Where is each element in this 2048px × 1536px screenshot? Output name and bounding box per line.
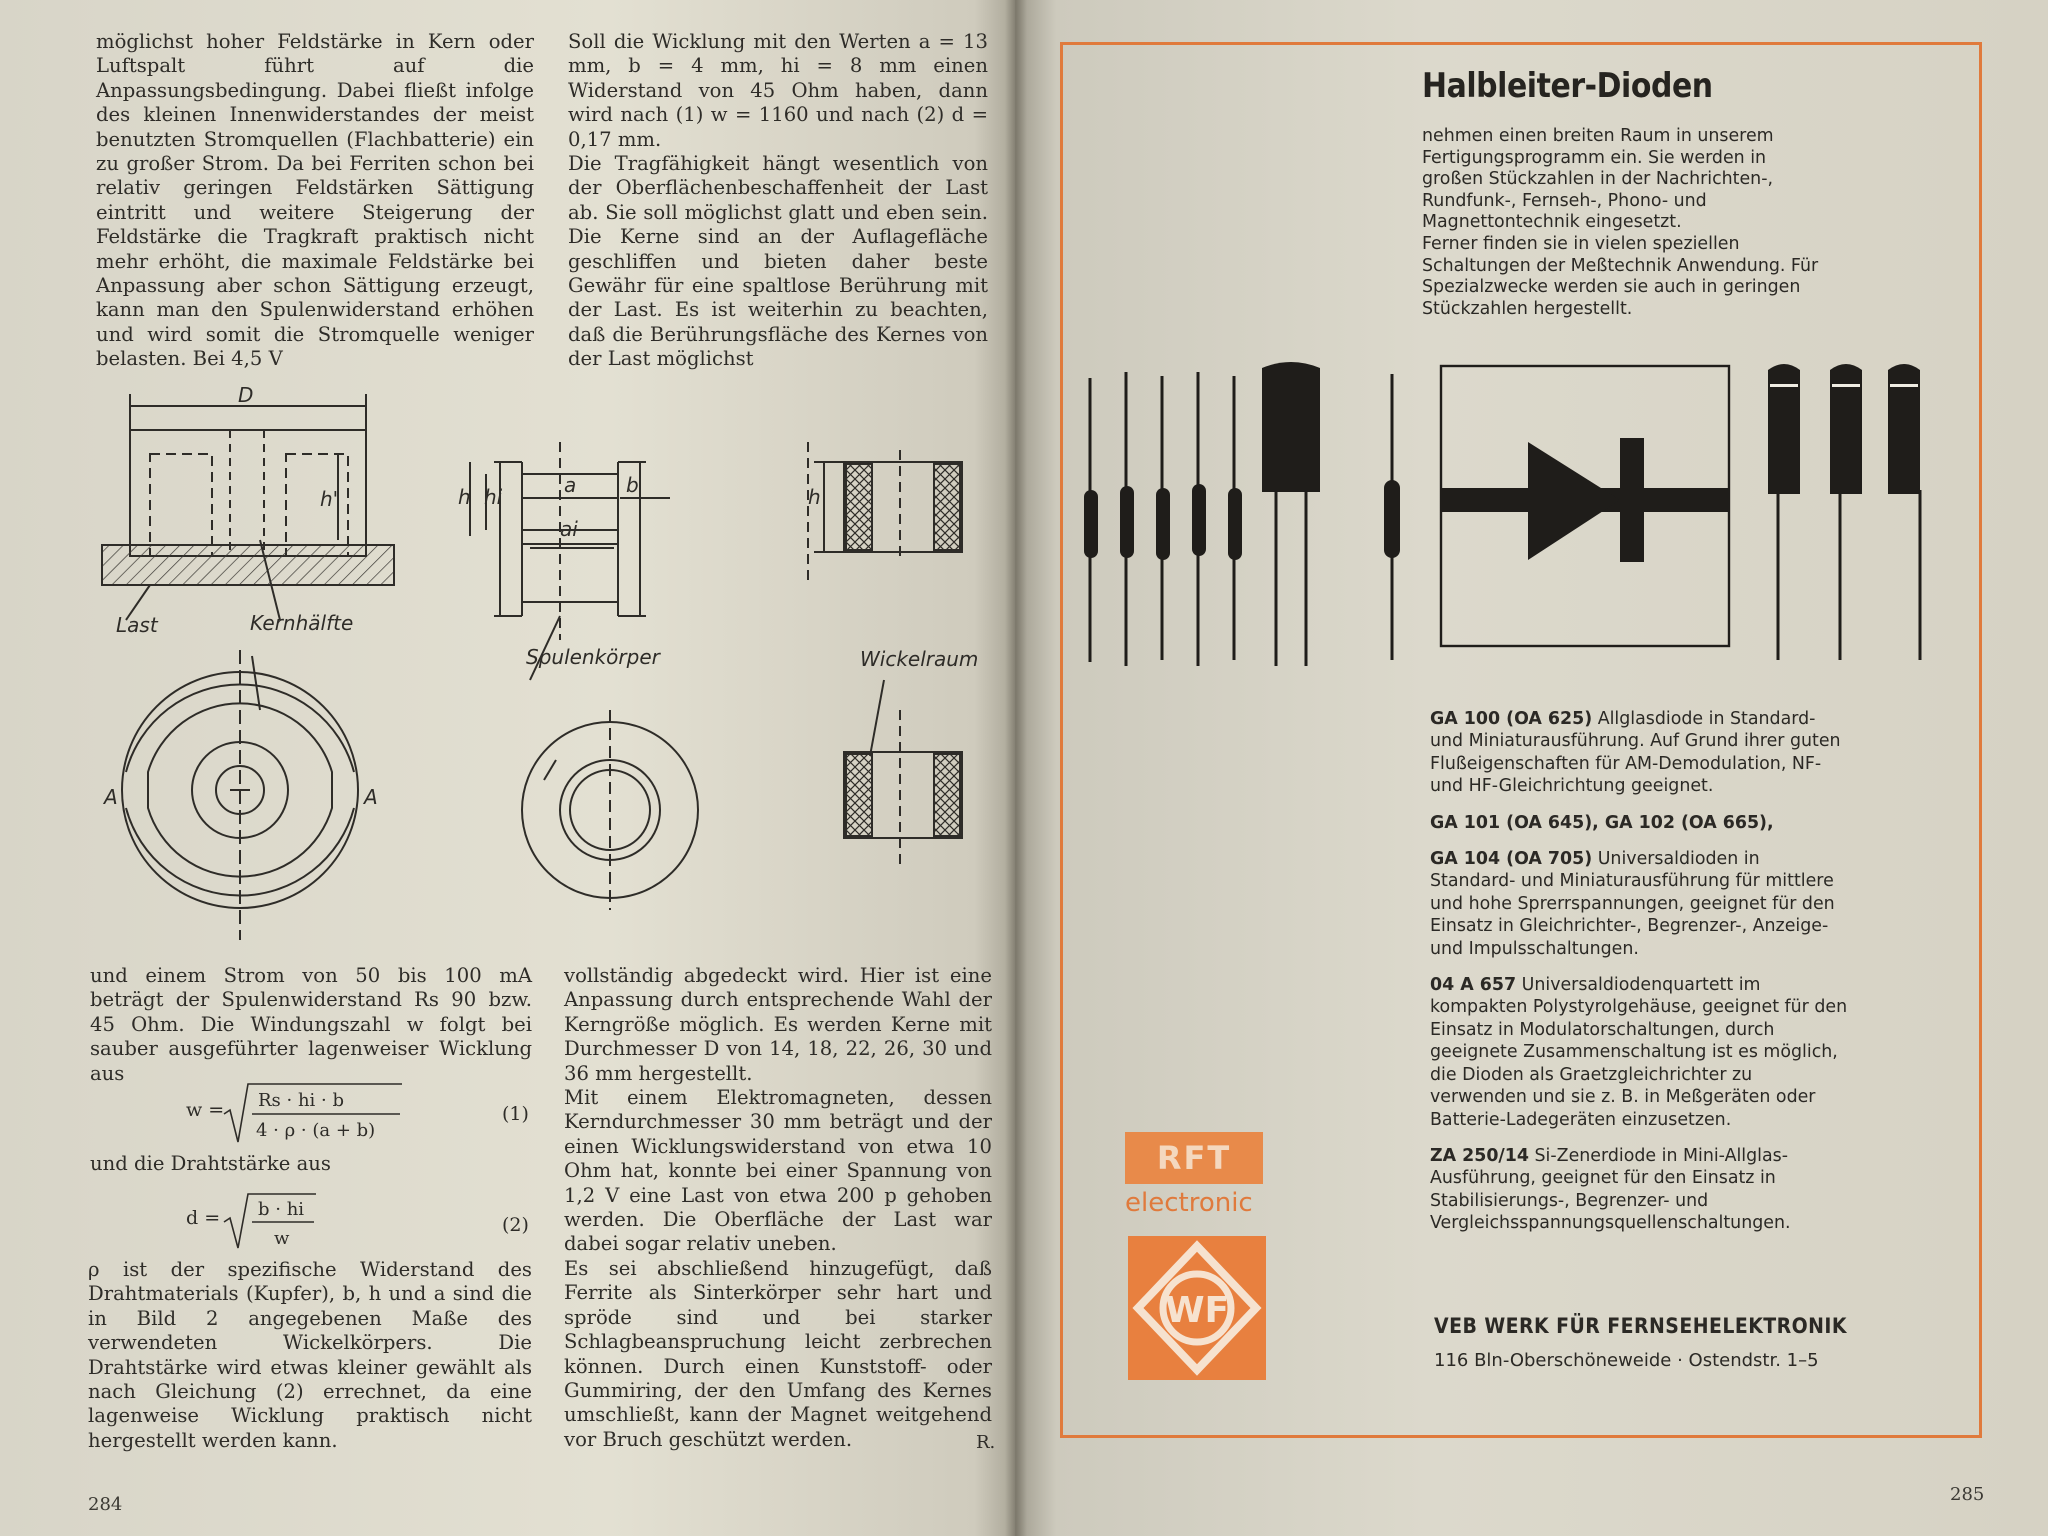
paragraph: und einem Strom von 50 bis 100 mA beträgt der Spulenwiderstand Rs 90 bzw. 45 Ohm. Die Windungszahl w folgt bei sauber ausgeführter lagenweiser Wicklung aus bbox=[90, 964, 532, 1085]
product-item bbox=[1430, 708, 1848, 798]
company-address: 116 Bln-Oberschöneweide · Ostendstr. 1–5 bbox=[1434, 1350, 1819, 1371]
product-description: Allglasdiode in Standard- und Miniaturausführung. Auf Grund ihrer guten Flußeigenschaften für AM-Demodulation, NF- und HF-Gleichrichtung geeignet. bbox=[1430, 709, 1841, 797]
author-initial: R. bbox=[976, 1432, 996, 1453]
equation-number-2: (2) bbox=[502, 1214, 529, 1236]
product-list bbox=[1430, 708, 1848, 1249]
label-d: D bbox=[238, 383, 254, 407]
diode-body bbox=[1192, 484, 1206, 556]
paragraph: Die Tragfähigkeit hängt wesentlich von der Oberflächenbeschaffenheit der Last ab. Sie soll möglichst glatt und eben sein. Die Kerne sind an der Auflagefläche geschliffen und bieten daher beste Gewähr für eine spaltlose Berührung mit der Last. Es ist weiterhin zu beachten, daß die Berührungsfläche des Kernes von der Last möglichst bbox=[568, 152, 988, 371]
formula-1-lhs: w = bbox=[186, 1099, 225, 1121]
paragraph: nehmen einen breiten Raum in unserem Fertigungsprogramm ein. Sie werden in großen Stückzahlen in der Nachrichten-, Rundfunk-, Fernseh-, Phono- und Magnettontechnik eingesetzt. bbox=[1422, 126, 1774, 233]
diode-body bbox=[1262, 362, 1320, 492]
product-item bbox=[1430, 974, 1848, 1131]
text-column-top-left bbox=[96, 30, 534, 372]
diode-body bbox=[1888, 364, 1920, 494]
page-number-right: 285 bbox=[1950, 1484, 1985, 1505]
load-plate bbox=[102, 545, 394, 585]
paragraph: Soll die Wicklung mit den Werten a = 13 mm, b = 4 mm, hi = 8 mm einen Widerstand von 45 Ohm haben, dann wird nach (1) w = 1160 und nach (2) d = 0,17 mm. bbox=[568, 30, 988, 151]
formula-2-denominator: w bbox=[274, 1228, 290, 1249]
formula-1 bbox=[186, 1078, 426, 1148]
wf-logo bbox=[1128, 1236, 1266, 1380]
label-last: Last bbox=[116, 613, 158, 637]
text-column-bottom-right bbox=[564, 964, 992, 1452]
paragraph: Mit einem Elektromagneten, dessen Kerndurchmesser 30 mm beträgt und der einen Wicklungswiderstand von etwa 10 Ohm hat, konnte bei einer Spannung von 1,2 V eine Last von etwa 200 p gehoben werden. Die Oberfläche der Last war dabei sogar relativ uneben. bbox=[564, 1086, 992, 1256]
label-a-left: A bbox=[104, 785, 118, 809]
diode-illustration bbox=[1080, 360, 1932, 670]
paragraph: und die Drahtstärke aus bbox=[90, 1152, 331, 1175]
product-name: ZA 250/14 bbox=[1430, 1145, 1529, 1166]
label-kernhaelfte: Kernhälfte bbox=[250, 611, 354, 635]
product-item bbox=[1430, 848, 1848, 960]
text-column-bottom-left-end bbox=[88, 1258, 532, 1453]
diode-body bbox=[1768, 364, 1800, 494]
diode-body bbox=[1228, 488, 1242, 560]
paragraph: ρ ist der spezifische Widerstand des Drahtmaterials (Kupfer), b, h und a sind die in Bild 2 angegebenen Maße des verwendeten Wickelkörpers. Die Drahtstärke wird etwas kleiner gewählt als nach Gleichung (2) errechnet, da eine lagenweise Wicklung praktisch nicht hergestellt werden kann. bbox=[88, 1258, 532, 1452]
diode-body bbox=[1120, 486, 1134, 558]
label-hi: hi bbox=[484, 485, 503, 509]
text-column-bottom-left bbox=[90, 964, 532, 1086]
text-line bbox=[90, 1152, 532, 1176]
paragraph: Ferner finden sie in vielen speziellen Schaltungen der Meßtechnik Anwendung. Für Spezialzwecke werden sie auch in geringen Stückzahlen hergestellt. bbox=[1422, 233, 1819, 319]
rft-logo bbox=[1125, 1132, 1265, 1218]
text-column-top-right bbox=[568, 30, 988, 372]
diode-symbol-triangle bbox=[1528, 442, 1620, 560]
diode-body bbox=[1156, 488, 1170, 560]
diode-symbol-bar bbox=[1620, 438, 1644, 562]
paragraph: Es sei abschließend hinzugefügt, daß Ferrite als Sinterkörper sehr hart und spröde sind und bei starker Schlagbeanspruchung leicht zerbrechen können. Durch einen Kunststoff- oder Gummiring, der den Umfang des Kernes umschließt, kann der Magnet weitgehend vor Bruch geschützt werden. bbox=[564, 1256, 992, 1451]
electronic-wordmark: electronic bbox=[1125, 1188, 1253, 1218]
formula-2-numerator: b · hi bbox=[258, 1199, 305, 1220]
diode-body bbox=[1384, 480, 1400, 558]
product-name: GA 100 (OA 625) bbox=[1430, 709, 1593, 729]
product-item bbox=[1430, 1145, 1848, 1235]
product-item bbox=[1430, 812, 1848, 834]
page-number-left: 284 bbox=[88, 1494, 123, 1515]
label-ai: ai bbox=[560, 517, 578, 541]
wf-logo-diamond bbox=[1128, 1236, 1266, 1380]
rft-logo-box bbox=[1125, 1132, 1263, 1184]
formula-1-numerator: Rs · hi · b bbox=[258, 1090, 344, 1111]
label-h-winding: h bbox=[808, 485, 821, 509]
product-description: Universaldiodenquartett im kompakten Polystyrolgehäuse, geeignet für den Einsatz in Modulatorschaltungen, durch geeignete Zusammenschaltung ist es möglich, die Dioden als Graetzgleichrichter zu verwenden und sie z. B. in Meßgeräten oder Batterie-Ladegeräten einzusetzen. bbox=[1430, 975, 1848, 1130]
product-name: 04 A 657 bbox=[1430, 975, 1517, 996]
ad-title: Halbleiter-Dioden bbox=[1422, 66, 1713, 106]
diode-body bbox=[1084, 490, 1098, 558]
book-spine bbox=[1005, 0, 1027, 1536]
rft-logo-text: RFT bbox=[1156, 1139, 1232, 1177]
formula-2-lhs: d = bbox=[186, 1207, 221, 1229]
label-spulenkoerper: Spulenkörper bbox=[526, 645, 660, 669]
ad-intro bbox=[1422, 126, 1832, 320]
formula-2 bbox=[186, 1188, 356, 1254]
label-h-prime: h' bbox=[320, 487, 339, 511]
paragraph: vollständig abgedeckt wird. Hier ist eine Anpassung durch entsprechende Wahl der Kerngröße möglich. Es werden Kerne mit Durchmesser D von 14, 18, 22, 26, 30 und 36 mm hergestellt. bbox=[564, 964, 992, 1085]
product-description: Si-Zenerdiode in Mini-Allglas-Ausführung, geeignet für den Einsatz in Stabilisierungs-, Begrenzer- und Vergleichsspannungsquellenschaltungen. bbox=[1430, 1145, 1791, 1234]
label-a: a bbox=[564, 473, 577, 497]
wf-logo-text: WF bbox=[1164, 1290, 1230, 1331]
label-b: b bbox=[626, 473, 639, 497]
core-drawing-figure bbox=[90, 380, 1005, 940]
diode-body bbox=[1830, 364, 1862, 494]
company-name: VEB WERK FÜR FERNSEHELEKTRONIK bbox=[1434, 1314, 1848, 1338]
equation-number-1: (1) bbox=[502, 1103, 529, 1125]
paragraph: möglichst hoher Feldstärke in Kern oder Luftspalt führt auf die Anpassungsbedingung. Dabei fließt infolge des kleinen Innenwiderstandes der meist benutzten Stromquellen (Flachbatterie) ein zu großer Strom. Da bei Ferriten schon bei relativ geringen Feldstärken Sättigung eintritt und weitere Steigerung der Feldstärke die Tragkraft praktisch nicht mehr erhöht, die maximale Feldstärke bei Anpassung aber schon Sättigung erzeugt, kann man den Spulenwiderstand erhöhen und wird somit die Stromquelle weniger belasten. Bei 4,5 V bbox=[96, 30, 534, 371]
formula-1-denominator: 4 · ρ · (a + b) bbox=[256, 1120, 376, 1141]
product-description: Universaldioden in Standard- und Miniaturausführung für mittlere und hohe Sprerrspannungen, geeignet für den Einsatz in Gleichrichter-, Begrenzer-, Anzeige- und Impulsschaltungen. bbox=[1430, 849, 1835, 959]
label-a-right: A bbox=[364, 785, 378, 809]
label-wickelraum: Wickelraum bbox=[860, 647, 979, 671]
product-name: GA 101 (OA 645), GA 102 (OA 665), bbox=[1430, 812, 1774, 833]
product-name: GA 104 (OA 705) bbox=[1430, 849, 1593, 870]
label-h: h bbox=[458, 485, 471, 509]
